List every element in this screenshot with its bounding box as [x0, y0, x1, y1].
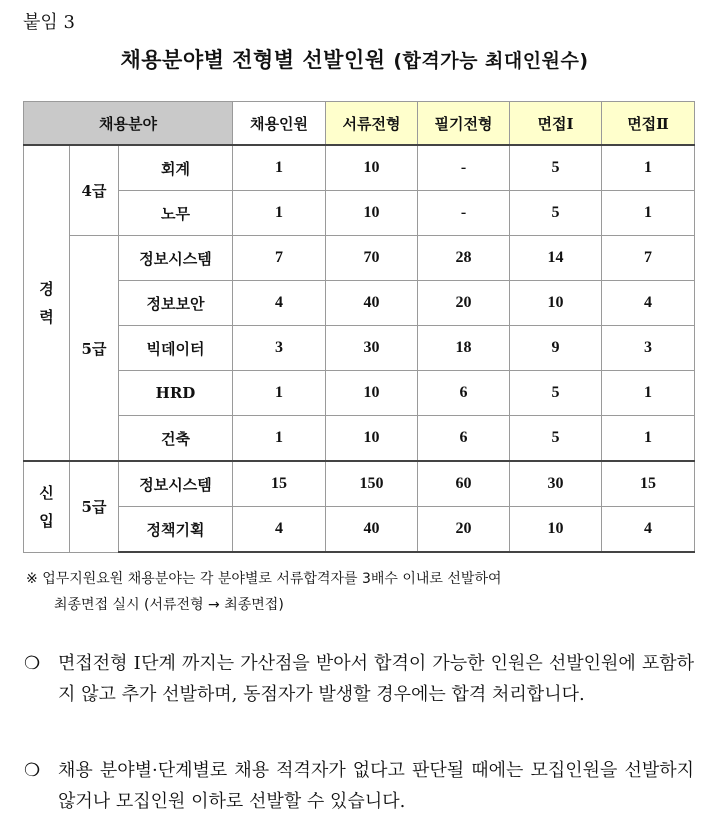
interview2-cell: 1	[602, 416, 695, 462]
table-row	[24, 507, 695, 553]
interview2-cell: 1	[602, 371, 695, 416]
recruit-cell: 4	[233, 281, 326, 326]
written-cell: 28	[418, 236, 510, 281]
recruit-cell: 1	[233, 371, 326, 416]
table-row	[24, 145, 695, 191]
vertical-char: 신	[39, 483, 54, 502]
document-cell: 10	[326, 191, 418, 236]
interview1-cell: 14	[510, 236, 602, 281]
interview1-cell: 5	[510, 416, 602, 462]
table-row	[24, 191, 695, 236]
bullet-text: 면접전형 Ⅰ단계 까지는 가산점을 받아서 합격이 가능한 인원은 선발인원에 포함하지 않고 추가 선발하며, 동점자가 발생할 경우에는 합격 처리합니다.	[58, 653, 694, 705]
title-main: 채용분야별 전형별 선발인원	[120, 48, 386, 72]
document-cell: 70	[326, 236, 418, 281]
table-row	[24, 461, 695, 507]
vertical-char: 력	[39, 308, 54, 326]
document-cell: 40	[326, 281, 418, 326]
document-cell: 40	[326, 507, 418, 553]
written-cell: 6	[418, 371, 510, 416]
written-cell: 18	[418, 326, 510, 371]
bullet-item	[24, 648, 694, 710]
interview2-cell: 1	[602, 145, 695, 191]
bullet-item	[24, 755, 694, 817]
recruit-cell: 1	[233, 145, 326, 191]
written-cell: 20	[418, 281, 510, 326]
interview2-cell: 15	[602, 461, 695, 507]
interview1-cell: 10	[510, 281, 602, 326]
recruit-cell: 4	[233, 507, 326, 553]
footnote-line2: 최종면접 실시 (서류전형 → 최종면접)	[54, 597, 284, 613]
interview2-cell: 1	[602, 191, 695, 236]
written-cell: -	[418, 191, 510, 236]
table-header-row	[24, 102, 695, 146]
header-document: 서류전형	[326, 102, 418, 146]
footnote	[26, 566, 696, 618]
field-cell: 건축	[119, 416, 233, 462]
recruit-cell: 1	[233, 416, 326, 462]
header-interview1: 면접Ⅰ	[510, 102, 602, 146]
attachment-label: 붙임 3	[23, 12, 75, 33]
circle-bullet-icon: ❍	[24, 653, 41, 674]
field-cell: 빅데이터	[119, 326, 233, 371]
interview1-cell: 9	[510, 326, 602, 371]
group-newcomer	[24, 461, 70, 552]
header-interview2: 면접Ⅱ	[602, 102, 695, 146]
vertical-char: 경	[39, 280, 54, 298]
document-title	[0, 44, 709, 74]
group-career	[24, 145, 70, 461]
document-cell: 30	[326, 326, 418, 371]
selection-table	[23, 101, 695, 553]
table-row	[24, 371, 695, 416]
field-cell: 정보보안	[119, 281, 233, 326]
interview2-cell: 7	[602, 236, 695, 281]
header-recruit: 채용인원	[233, 102, 326, 146]
written-cell: 20	[418, 507, 510, 553]
bullet-text: 채용 분야별·단계별로 채용 적격자가 없다고 판단될 때에는 모집인원을 선발하지 않거나 모집인원 이하로 선발할 수 있습니다.	[58, 760, 694, 812]
field-cell: 정보시스템	[119, 461, 233, 507]
interview1-cell: 5	[510, 191, 602, 236]
recruit-cell: 15	[233, 461, 326, 507]
interview2-cell: 4	[602, 281, 695, 326]
document-cell: 150	[326, 461, 418, 507]
vertical-char: 입	[39, 511, 54, 530]
header-written: 필기전형	[418, 102, 510, 146]
written-cell: -	[418, 145, 510, 191]
title-sub: (합격가능 최대인원수)	[393, 50, 589, 72]
recruit-cell: 7	[233, 236, 326, 281]
footnote-line1: 업무지원요원 채용분야는 각 분야별로 서류합격자를 3배수 이내로 선발하여	[42, 571, 502, 587]
interview1-cell: 5	[510, 145, 602, 191]
interview1-cell: 5	[510, 371, 602, 416]
table-row	[24, 281, 695, 326]
group-career-label	[24, 275, 69, 331]
field-cell: 정보시스템	[119, 236, 233, 281]
field-cell: 회계	[119, 145, 233, 191]
table-row	[24, 326, 695, 371]
header-field: 채용분야	[24, 102, 233, 146]
table-row	[24, 236, 695, 281]
recruit-cell: 3	[233, 326, 326, 371]
document-cell: 10	[326, 145, 418, 191]
grade-5-career: 5급	[70, 236, 119, 462]
interview1-cell: 30	[510, 461, 602, 507]
written-cell: 6	[418, 416, 510, 462]
recruit-cell: 1	[233, 191, 326, 236]
document-cell: 10	[326, 371, 418, 416]
grade-5-new: 5급	[70, 461, 119, 552]
interview1-cell: 10	[510, 507, 602, 553]
circle-bullet-icon: ❍	[24, 760, 41, 781]
grade-4: 4급	[70, 145, 119, 236]
group-newcomer-label	[24, 479, 69, 535]
footnote-mark: ※	[26, 571, 38, 587]
interview2-cell: 3	[602, 326, 695, 371]
field-cell: 정책기획	[119, 507, 233, 553]
table-row	[24, 416, 695, 462]
interview2-cell: 4	[602, 507, 695, 553]
written-cell: 60	[418, 461, 510, 507]
field-cell: HRD	[119, 371, 233, 416]
document-cell: 10	[326, 416, 418, 462]
field-cell: 노무	[119, 191, 233, 236]
